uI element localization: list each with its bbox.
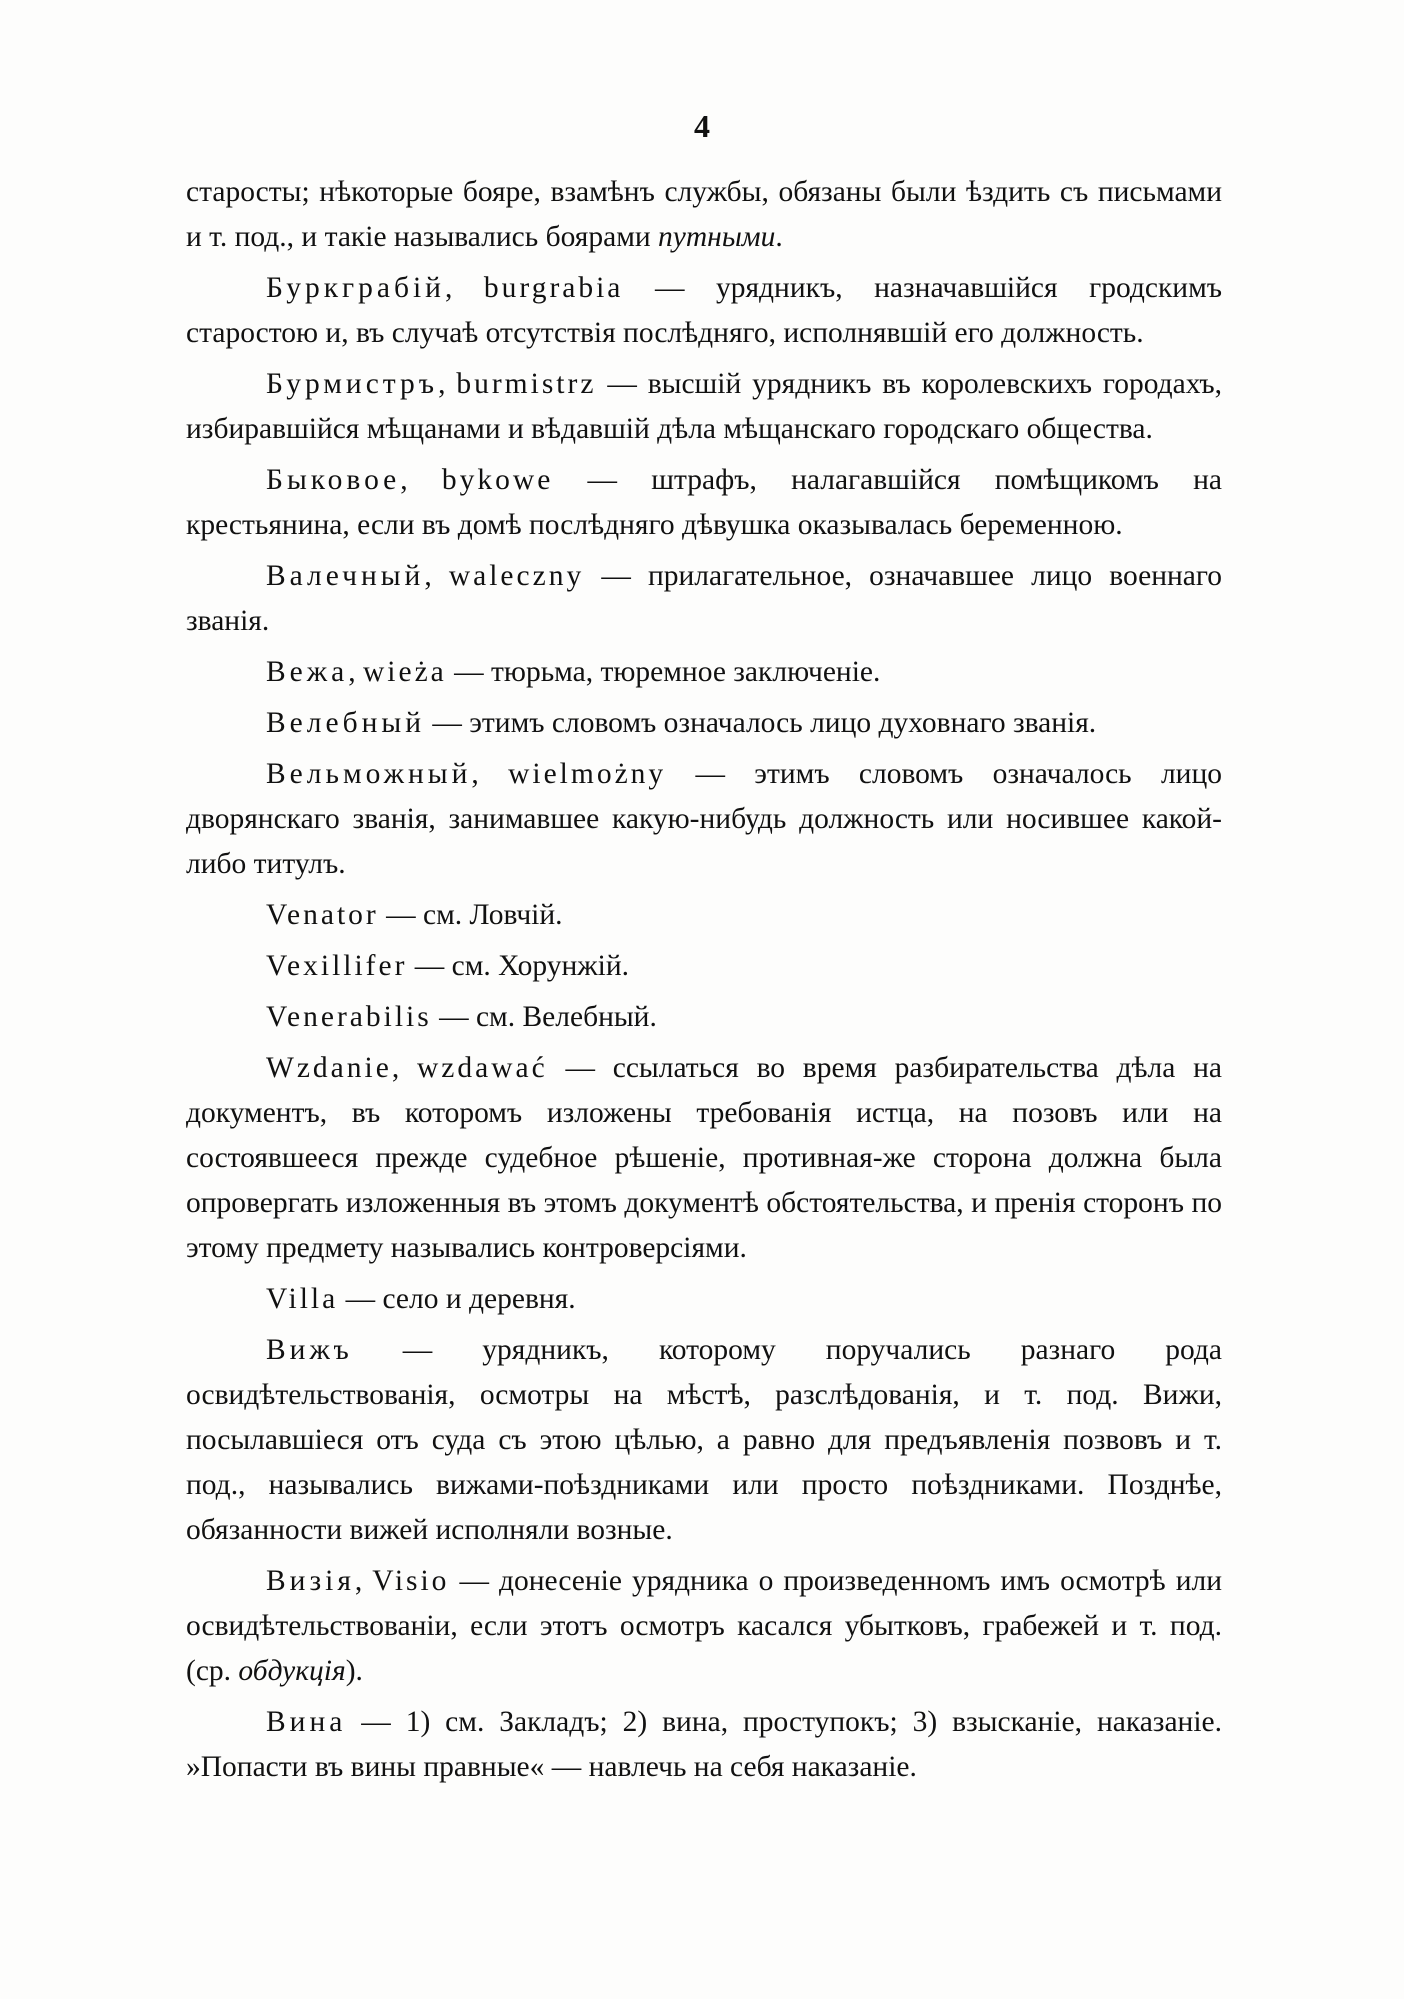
dictionary-entry bbox=[186, 1700, 1222, 1790]
entry-text: — ссылаться во время разбирательства дѣла на документъ, въ которомъ изложены требованія истца, на позовъ или на состоявшееся прежде судебное рѣшеніе, противная-же сторона должна была опровергать изложенныя въ этомъ документѣ обстоятельства, и пренія сторонъ по этому предмету назывались контроверсіями. bbox=[186, 1052, 1222, 1264]
entry-text: — урядникъ, назначавшійся гродскимъ старостою и, въ случаѣ отсутствія послѣдняго, исполнявшій его должность. bbox=[186, 272, 1223, 349]
entry-term: wielmożny bbox=[508, 758, 667, 790]
entry-term: Wzdanie bbox=[266, 1052, 392, 1084]
dictionary-entry bbox=[186, 752, 1222, 887]
entry-text: — см. Хорунжій. bbox=[407, 950, 630, 982]
dictionary-entry bbox=[186, 893, 1222, 938]
entry-term: Venator bbox=[266, 899, 379, 931]
entry-text: — этимъ словомъ означалось лицо дворянскаго званія, занимавшее какую-нибудь должность или носившее какой-либо титулъ. bbox=[186, 758, 1222, 880]
dictionary-entry bbox=[186, 650, 1222, 695]
dictionary-entry bbox=[186, 944, 1222, 989]
entry-text: . bbox=[775, 221, 783, 253]
dictionary-entry bbox=[186, 266, 1222, 356]
entry-term: Буркграбій bbox=[266, 272, 445, 304]
entry-term: bykowe bbox=[441, 464, 554, 496]
entry-text: , bbox=[391, 1052, 417, 1084]
entry-term: burgrabia bbox=[483, 272, 624, 304]
entry-term: Villa bbox=[266, 1283, 339, 1315]
entry-text: , bbox=[424, 560, 449, 592]
dictionary-entry bbox=[186, 554, 1222, 644]
entry-text: , bbox=[348, 656, 363, 688]
entry-term: Вина bbox=[266, 1706, 347, 1738]
entry-term: Vexillifer bbox=[266, 950, 408, 982]
entry-text: , bbox=[400, 464, 442, 496]
dictionary-entry bbox=[186, 1046, 1222, 1271]
entry-text: , bbox=[471, 758, 509, 790]
entry-term: Визія bbox=[266, 1565, 355, 1597]
dictionary-entry bbox=[186, 1328, 1222, 1553]
entry-term: Вельможный bbox=[266, 758, 472, 790]
entry-text: — высшій урядникъ въ королевскихъ городахъ, избиравшійся мѣщанами и вѣдавшій дѣла мѣщанскаго городскаго общества. bbox=[186, 368, 1223, 445]
dictionary-entry bbox=[186, 995, 1222, 1040]
entry-text: ). bbox=[345, 1655, 363, 1687]
emphasis-text: путными bbox=[658, 221, 776, 253]
entry-text: — тюрьма, тюремное заключеніе. bbox=[446, 656, 881, 688]
continued-paragraph bbox=[186, 170, 1222, 260]
entry-term: burmistrz bbox=[456, 368, 597, 400]
entry-text: , bbox=[438, 368, 457, 400]
page-number: 4 bbox=[694, 108, 710, 144]
entry-term: Вижъ bbox=[266, 1334, 353, 1366]
dictionary-entry bbox=[186, 701, 1222, 746]
dictionary-entry bbox=[186, 1277, 1222, 1322]
entry-term: waleczny bbox=[448, 560, 585, 592]
dictionary-entry bbox=[186, 362, 1222, 452]
entry-text: , bbox=[444, 272, 484, 304]
entry-term: Велебный bbox=[266, 707, 425, 739]
entry-term: Вежа bbox=[266, 656, 349, 688]
entry-term: wzdawać bbox=[416, 1052, 548, 1084]
entry-text: — урядникъ, которому поручались разнаго рода освидѣтельствованія, осмотры на мѣстѣ, разслѣдованія, и т. под. Вижи, посылавшіеся отъ суда съ этою цѣлью, а равно для предъявленія позвовъ и т. под., назывались вижами-поѣздниками или просто поѣздниками. Позднѣе, обязанности вижей исполняли возные. bbox=[186, 1334, 1222, 1546]
emphasis-text: обдукція bbox=[238, 1655, 346, 1687]
entry-text: , bbox=[354, 1565, 373, 1597]
entry-text: — 1) см. Закладъ; 2) вина, проступокъ; 3) взысканіе, наказаніе. »Попасти въ вины правные« — навлечь на себя наказаніе. bbox=[186, 1706, 1222, 1783]
entry-text: — донесеніе урядника о произведенномъ имъ осмотрѣ или освидѣтельствованіи, если этотъ осмотръ касался убытковъ, грабежей и т. под. (ср. bbox=[186, 1565, 1222, 1687]
entry-text: — село и деревня. bbox=[338, 1283, 576, 1315]
entry-term: Валечный bbox=[266, 560, 425, 592]
dictionary-entry bbox=[186, 1559, 1222, 1694]
entry-term: Visio bbox=[372, 1565, 450, 1597]
entry-term: Бурмистръ bbox=[266, 368, 439, 400]
entry-term: Venerabilis bbox=[266, 1001, 432, 1033]
entry-text: — см. Велебный. bbox=[431, 1001, 657, 1033]
entry-text: — прилагательное, означавшее лицо военнаго званія. bbox=[186, 560, 1223, 637]
dictionary-entry bbox=[186, 458, 1222, 548]
entry-text: старосты; нѣкоторые бояре, взамѣнъ службы, обязаны были ѣздить съ письмами и т. под., и такіе назывались боярами bbox=[186, 176, 1222, 253]
entry-text: — см. Ловчій. bbox=[378, 899, 563, 931]
entry-term: Быковое bbox=[266, 464, 401, 496]
dictionary-text bbox=[186, 170, 1222, 1796]
entry-text: — этимъ словомъ означалось лицо духовнаго званія. bbox=[425, 707, 1097, 739]
entry-text: — штрафъ, налагавшійся помѣщикомъ на крестьянина, если въ домѣ послѣдняго дѣвушка оказывалась беременною. bbox=[186, 464, 1223, 541]
entry-term: wieża bbox=[363, 656, 447, 688]
